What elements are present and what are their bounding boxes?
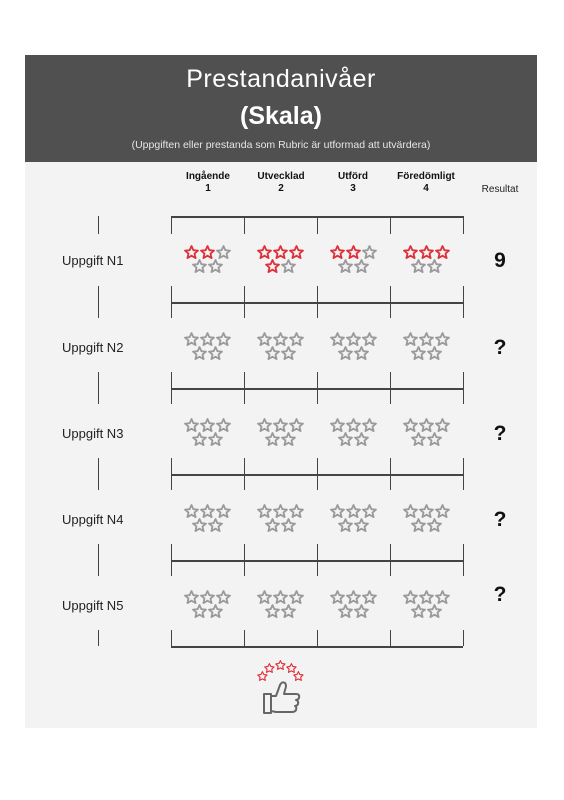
grid-vertical-tick [244,372,245,404]
star-icon [265,259,280,274]
star-icon [208,259,223,274]
star-rating-r2-c4 [403,332,463,366]
row-result-3: ? [493,422,507,445]
star-icon [362,332,377,347]
grid-vertical-tick [317,286,318,318]
column-header-2 [241,171,321,195]
star-rating-r5-c1 [184,590,244,624]
star-rating-r4-c3 [330,504,390,538]
grid-vertical-tick [244,216,245,234]
grid-vertical-tick [171,372,172,404]
star-icon [281,604,296,619]
row-label-2: Uppgift N2 [62,340,124,355]
row-marker-tick [98,544,99,576]
star-icon [192,259,207,274]
star-icon [273,504,288,519]
star-icon [289,590,304,605]
star-icon [411,259,426,274]
grid-vertical-tick [390,458,391,490]
star-icon [257,504,272,519]
grid-horizontal-line [171,646,463,648]
grid-vertical-tick [171,216,172,234]
star-rating-r3-c2 [257,418,317,452]
grid-vertical-tick [244,630,245,646]
grid-vertical-tick [171,286,172,318]
grid-vertical-tick [463,286,464,318]
star-rating-r5-c2 [257,590,317,624]
star-icon [338,432,353,447]
star-icon [216,590,231,605]
grid-vertical-tick [244,286,245,318]
star-rating-r2-c1 [184,332,244,366]
star-icon [419,245,434,260]
star-icon [281,432,296,447]
row-marker-tick [98,286,99,318]
star-icon [208,346,223,361]
row-result-2: ? [493,336,507,359]
star-icon [403,245,418,260]
star-icon [346,418,361,433]
grid-vertical-tick [317,372,318,404]
column-header-label: Utförd [338,171,368,182]
row-label-1: Uppgift N1 [62,253,124,268]
star-rating-r5-c3 [330,590,390,624]
star-icon [362,418,377,433]
star-rating-r4-c1 [184,504,244,538]
star-icon [192,432,207,447]
column-header-label: Föredömligt [397,171,455,182]
row-marker-tick [98,458,99,490]
star-icon [346,245,361,260]
star-icon [435,418,450,433]
star-icon [354,259,369,274]
page-subtitle: (Skala) [240,102,322,130]
star-icon [338,604,353,619]
star-icon [427,518,442,533]
star-icon [354,604,369,619]
row-label-3: Uppgift N3 [62,426,124,441]
grid-vertical-tick [463,544,464,576]
grid-vertical-tick [463,458,464,490]
star-icon [346,504,361,519]
star-icon [330,418,345,433]
star-rating-r3-c3 [330,418,390,452]
star-icon [338,346,353,361]
grid-vertical-tick [317,216,318,234]
star-icon [403,418,418,433]
star-icon [281,259,296,274]
star-icon [362,245,377,260]
row-marker-tick [98,216,99,234]
star-icon [192,346,207,361]
star-icon [216,504,231,519]
star-icon [265,432,280,447]
star-rating-r1-c4 [403,245,463,279]
row-marker-tick [98,372,99,404]
star-icon [273,590,288,605]
star-icon [427,432,442,447]
star-icon [411,604,426,619]
star-icon [403,332,418,347]
star-icon [330,590,345,605]
column-header-3 [313,171,393,195]
row-result-1: 9 [494,249,506,272]
column-header-label: Ingående [186,171,230,182]
grid-vertical-tick [171,458,172,490]
star-icon [411,346,426,361]
star-icon [411,432,426,447]
star-rating-r1-c2 [257,245,317,279]
star-icon [265,518,280,533]
star-icon [257,332,272,347]
thumbs-up-icon [254,660,310,718]
grid-vertical-tick [317,630,318,646]
star-icon [216,418,231,433]
star-icon [435,590,450,605]
column-header-level: 2 [278,183,284,194]
row-marker-tick [98,630,99,646]
star-icon [200,418,215,433]
star-rating-r1-c3 [330,245,390,279]
star-icon [435,504,450,519]
grid-vertical-tick [244,458,245,490]
column-header-level: 1 [205,183,211,194]
star-icon [411,518,426,533]
star-icon [257,245,272,260]
star-icon [273,245,288,260]
grid-vertical-tick [390,216,391,234]
star-icon [216,245,231,260]
star-icon [257,590,272,605]
row-result-5: ? [493,583,507,606]
star-rating-r3-c4 [403,418,463,452]
star-icon [362,504,377,519]
grid-vertical-tick [390,544,391,576]
star-icon [362,590,377,605]
star-icon [200,332,215,347]
star-icon [354,518,369,533]
star-icon [184,504,199,519]
grid-vertical-tick [390,286,391,318]
page-title: Prestandanivåer [186,65,376,93]
column-header-level: 3 [350,183,356,194]
star-icon [338,518,353,533]
grid-vertical-tick [463,372,464,404]
star-icon [192,604,207,619]
star-rating-r2-c3 [330,332,390,366]
star-icon [427,346,442,361]
row-label-4: Uppgift N4 [62,512,124,527]
grid-vertical-tick [463,630,464,646]
star-icon [354,346,369,361]
result-column-header: Resultat [481,184,519,195]
star-icon [403,504,418,519]
column-header-4 [386,171,466,195]
page-note: (Uppgiften eller prestanda som Rubric är utformad att utvärdera) [131,139,431,151]
star-icon [281,346,296,361]
star-icon [289,418,304,433]
star-icon [257,418,272,433]
row-label-5: Uppgift N5 [62,598,124,613]
star-icon [289,245,304,260]
star-icon [435,245,450,260]
star-icon [273,332,288,347]
star-rating-r4-c4 [403,504,463,538]
star-icon [184,590,199,605]
star-icon [184,245,199,260]
row-result-4: ? [493,508,507,531]
star-rating-r3-c1 [184,418,244,452]
star-icon [338,259,353,274]
star-icon [289,504,304,519]
header-banner [25,55,537,162]
grid-vertical-tick [390,630,391,646]
star-icon [330,504,345,519]
star-icon [354,432,369,447]
star-icon [330,332,345,347]
star-rating-r4-c2 [257,504,317,538]
star-icon [265,604,280,619]
column-header-level: 4 [423,183,429,194]
grid-vertical-tick [171,630,172,646]
star-icon [346,590,361,605]
star-icon [427,604,442,619]
star-rating-r5-c4 [403,590,463,624]
star-icon [346,332,361,347]
star-rating-r1-c1 [184,245,244,279]
star-icon [200,590,215,605]
grid-vertical-tick [317,544,318,576]
star-icon [419,418,434,433]
star-icon [419,590,434,605]
star-icon [192,518,207,533]
star-icon [273,418,288,433]
star-icon [208,604,223,619]
grid-vertical-tick [171,544,172,576]
star-icon [403,590,418,605]
star-icon [427,259,442,274]
column-header-label: Utvecklad [257,171,305,182]
star-icon [184,332,199,347]
star-icon [435,332,450,347]
grid-vertical-tick [317,458,318,490]
star-icon [265,346,280,361]
column-header-1 [168,171,248,195]
star-icon [289,332,304,347]
star-icon [208,432,223,447]
star-icon [200,504,215,519]
star-icon [208,518,223,533]
grid-vertical-tick [244,544,245,576]
star-icon [330,245,345,260]
star-icon [419,332,434,347]
star-icon [216,332,231,347]
star-rating-r2-c2 [257,332,317,366]
grid-vertical-tick [463,216,464,234]
grid-vertical-tick [390,372,391,404]
star-icon [419,504,434,519]
star-icon [200,245,215,260]
star-icon [184,418,199,433]
star-icon [281,518,296,533]
